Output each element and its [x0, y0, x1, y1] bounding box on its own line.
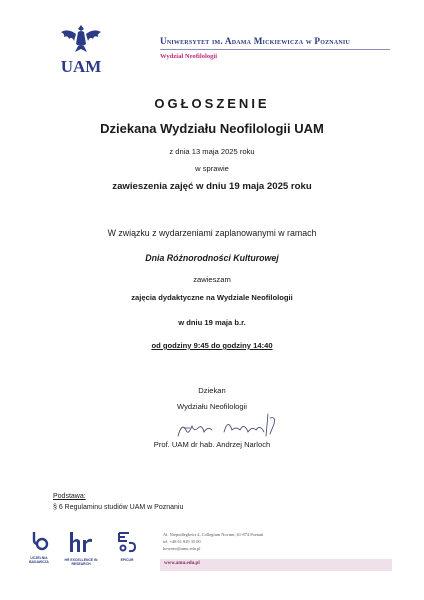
contact-phone: tel. +48 61 829 35 00 [163, 538, 201, 544]
hr-excellence-logo [58, 530, 104, 566]
website-url[interactable]: www.amu.edu.pl [164, 561, 200, 566]
signatory-name: Prof. UAM dr hab. Andrzej Narloch [153, 440, 271, 449]
notice-issuer: Dziekana Wydziału Neofilologii UAM [100, 121, 324, 136]
epicur-logo [112, 530, 142, 563]
uczelnia-badawcza-icon [28, 530, 50, 552]
footer-logos [24, 530, 144, 580]
contact-email: howneo@amu.edu.pl [163, 545, 201, 551]
notice-action: zawieszam [193, 275, 231, 284]
url-bar [160, 559, 392, 571]
logo-text: UAM [60, 57, 102, 76]
header-divider [160, 49, 390, 50]
uczelnia-caption-2: BADAWCZA [29, 559, 49, 564]
university-name: Uniwersytet im. Adama Mickiewicza w Poznaniu [160, 36, 350, 46]
suspension-day: w dniu 19 maja b.r. [178, 318, 246, 327]
legal-basis-item: § 6 Regulaminu studiów UAM w Poznaniu [53, 504, 184, 511]
handwritten-signature [170, 408, 290, 444]
hr-caption: HR EXCELLENCE IN RESEARCH [64, 558, 98, 566]
suspension-hours: od godziny 9:45 do godziny 14:40 [151, 341, 273, 350]
notice-intro: W związku z wydarzeniami zaplanowanymi w ramach [107, 228, 317, 238]
uczelnia-badawcza-logo [24, 530, 54, 564]
uam-eagle-logo [58, 22, 104, 78]
faculty-name: Wydział Neofilologii [160, 53, 218, 60]
legal-basis-title: Podstawa: [53, 493, 86, 500]
signatory-unit: Wydziału Neofilologii [177, 402, 247, 411]
notice-matter-label: w sprawie [195, 164, 229, 173]
signatory-title: Dziekan [198, 386, 226, 395]
notice-date: z dnia 13 maja 2025 roku [169, 147, 255, 156]
notice-title: OGŁOSZENIE [154, 96, 270, 111]
contact-info [163, 532, 263, 552]
letterhead [160, 36, 394, 60]
epicur-caption: EPiCUR [120, 558, 134, 562]
event-name: Dnia Różnorodności Kulturowej [145, 253, 279, 263]
epicur-icon [115, 530, 139, 554]
uczelnia-caption-1: UCZELNIA [30, 556, 48, 560]
notice-subject: zawieszenia zajęć w dniu 19 maja 2025 roku [112, 181, 312, 192]
contact-address: Al. Niepodległości 4, Collegium Novum, 61-874 Poznań [163, 532, 264, 537]
suspended-classes: zajęcia dydaktyczne na Wydziale Neofilologii [131, 293, 293, 302]
hr-icon [67, 530, 95, 554]
legal-basis [53, 493, 183, 511]
